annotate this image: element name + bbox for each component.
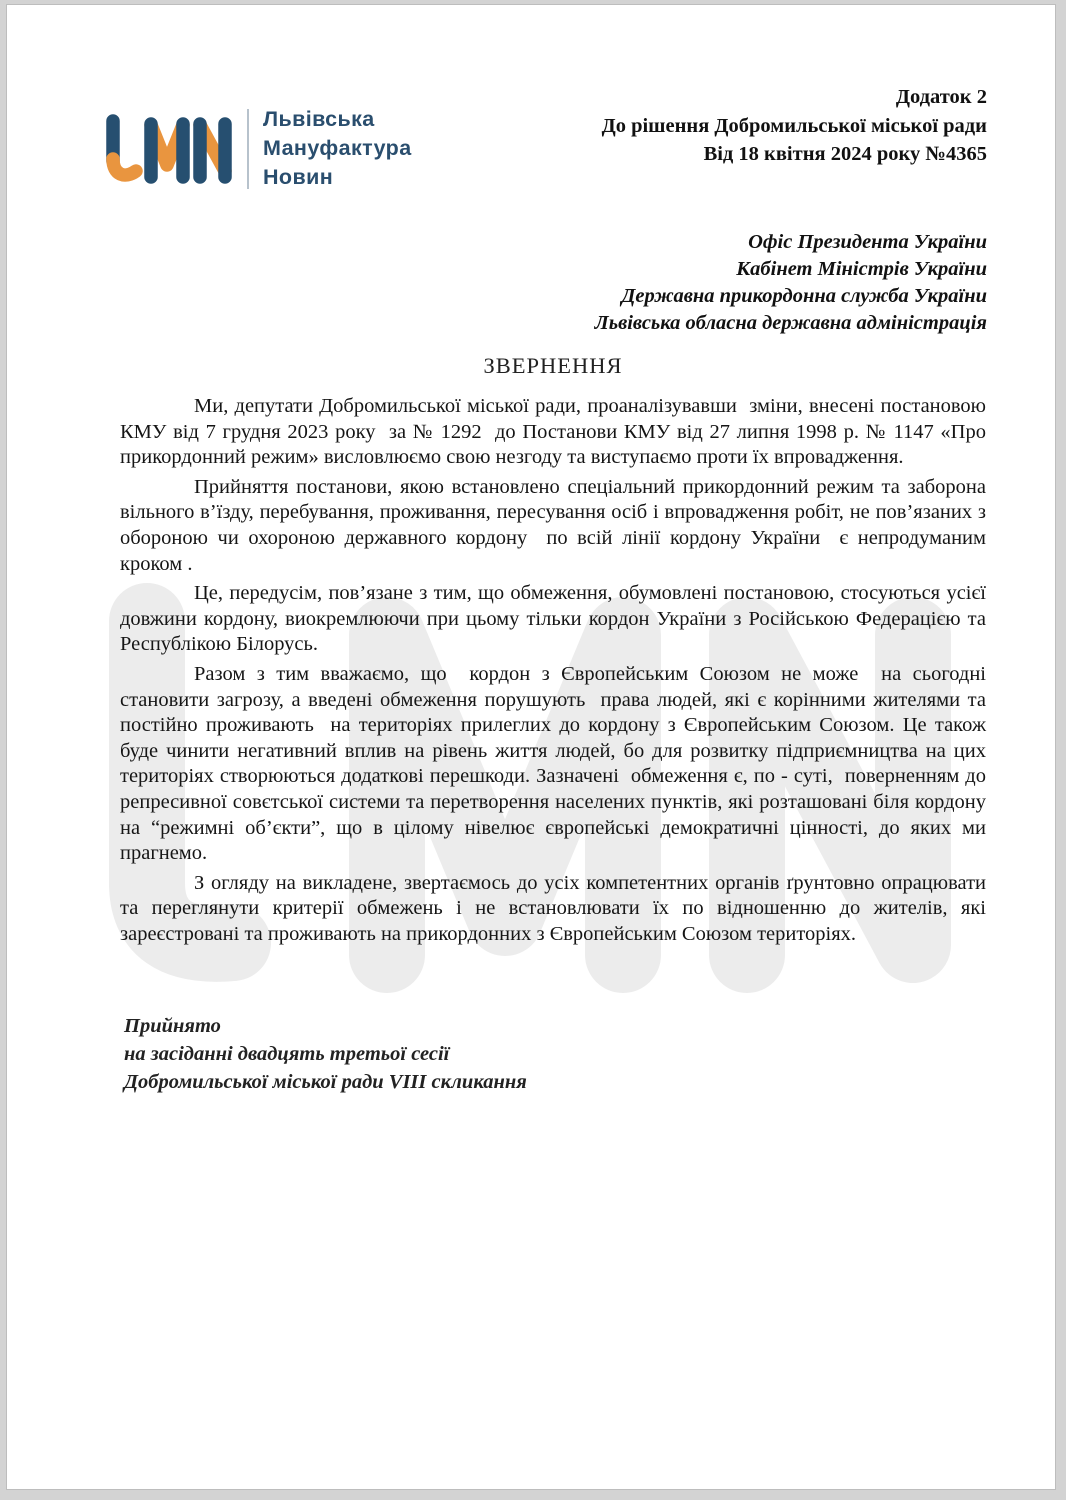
body-paragraph: Ми, депутати Добромильської міської ради, проаналізувавши зміни, внесені постановою КМУ від 7 грудня 2023 року за № 1292 до Постанови КМУ від 27 липня 1998 р. № 1147 «Про прикордонний режим» висловлюємо свою незгоду та виступаємо проти їх впровадження.	[120, 395, 992, 469]
adoption-block	[124, 1012, 527, 1096]
logo-name-line: Львівська	[263, 107, 375, 131]
recipient-line: Державна прикордонна служба України	[621, 285, 987, 307]
document-title: ЗВЕРНЕННЯ	[483, 353, 623, 378]
logo-name-line: Новин	[263, 165, 334, 189]
lmn-logo-icon	[101, 109, 237, 189]
recipient-line: Офіс Президента України	[748, 231, 987, 253]
annex-reference	[602, 83, 987, 169]
adoption-line: на засіданні двадцять третьої сесії	[124, 1043, 450, 1065]
recipient-line: Львівська обласна державна адміністрація	[594, 312, 987, 334]
lmn-logo	[101, 105, 412, 192]
recipients-block	[595, 229, 987, 337]
document-page	[6, 4, 1056, 1490]
logo-wordmark	[263, 105, 412, 192]
logo-name-line: Мануфактура	[263, 136, 412, 160]
body-paragraph: Разом з тим вважаємо, що кордон з Європейським Союзом не може на сьогодні становити загрозу, а введені обмеження порушують права людей, які є корінними жителями та постійно проживають на територіях прилеглих до кордону з Європейським Союзом. Це також буде чинити негативний вплив на рівень життя людей, бо для розвитку підприємництва на цих територіях створюються додаткові перешкоди. Зазначені обмеження є, по - суті, поверненням до репресивної совєтської системи та перетворення населених пунктів, які розташовані біля кордону на “режимні об’єкти”, що в цілому нівелює європейські демократичні цінності, до яких ми прагнемо.	[120, 662, 997, 865]
document-body	[120, 394, 997, 951]
recipient-line: Кабінет Міністрів України	[736, 258, 987, 280]
adoption-line: Добромильської міської ради VIII скликання	[124, 1071, 527, 1093]
body-paragraph: Прийняття постанови, якою встановлено спеціальний прикордонний режим та заборона вільного в’їзду, перебування, проживання, пересування осіб і впровадження робіт, не пов’язаних з обороною чи охороною державного кордону по всій лінії кордону України є непродуманим кроком .	[120, 475, 992, 575]
annex-line: Від 18 квітня 2024 року №4365	[703, 143, 987, 165]
body-paragraph: Це, передусім, пов’язане з тим, що обмеження, обумовлені постановою, стосуються усієї довжини кордону, виокремлюючи при цьому тільки кордон України з Російською Федерацією та Республікою Білорусь.	[120, 582, 992, 656]
annex-line: До рішення Добромильської міської ради	[601, 114, 987, 137]
logo-divider	[247, 109, 249, 189]
adoption-line: Прийнято	[124, 1015, 221, 1037]
logo-letter-l-hook	[113, 159, 136, 175]
body-paragraph: З огляду на викладене, звертаємось до усіх компетентних органів ґрунтовно опрацювати та переглянути критерії обмежень і не встановлювати їх по відношенню до жителів, які зареєстровані та проживають на прикордонних з Європейським Союзом територіях.	[120, 871, 992, 945]
annex-line: Додаток 2	[895, 86, 987, 108]
